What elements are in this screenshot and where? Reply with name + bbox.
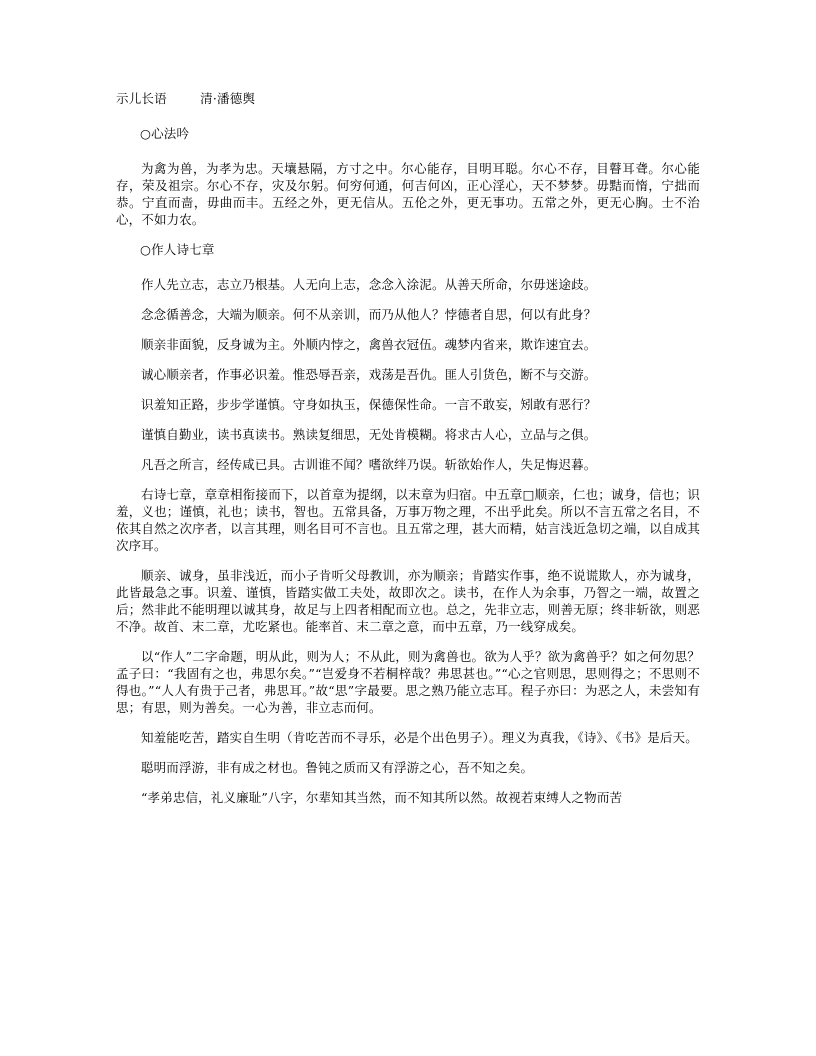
paragraph-commentary-6: “孝弟忠信，礼义廉耻”八字，尔辈知其当然，而不知其所以然。故视若束缚人之物而苦 [141, 790, 623, 805]
verse-line-6: 谨慎自勤业，读书真读书。熟读复细思，无处肯模糊。将求古人心，立品与之俱。 [141, 427, 597, 442]
verse-line-4: 诚心顺亲者，作事必识羞。惟恐辱吾亲，戏荡是吾仇。匪人引货色，断不与交游。 [141, 367, 597, 382]
verse-line-7: 凡吾之所言，经传咸已具。古训谁不闻？嗜欲绊乃误。斩欲始作人，失足悔迟暮。 [141, 457, 597, 472]
section-heading-xinfayin: ○心法吟 [140, 126, 190, 141]
paragraph-commentary-2: 顺亲、诚身，虽非浅近，而小子肯听父母教训，亦为顺亲；肯踏实作事，绝不说谎欺人，亦为诚身，此皆最急之事。识羞、谨慎，皆踏实做工夫处，故即次之。读书，在作人为余事，乃智之一端，故置之后；然非此不能明理以诚其身，故足与上四者相配而立也。总之，先非立志，则善无原；终非斩欲，则恶不净。故首、末二章，尤吃紧也。能率首、末二章之意，而中五章，乃一线穿成矣。 [116, 568, 700, 634]
paragraph-commentary-4: 知羞能吃苦，踏实自生明（肯吃苦而不寻乐，必是个出色男子）。理义为真我，《诗》、《书》是后天。 [141, 730, 698, 745]
paragraph-xinfayin-body: 为禽为兽，为孝为忠。天壤悬隔，方寸之中。尔心能存，目明耳聪。尔心不存，目瞽耳聋。尔心能存，荣及祖宗。尔心不存，灾及尔躬。何穷何通，何吉何凶，正心淫心，天不梦梦。毋黠而惰，宁拙而恭。宁直而啬，毋曲而丰。五经之外，更无信从。五伦之外，更无事功。五常之外，更无心胸。士不治心，不如力农。 [116, 161, 700, 227]
paragraph-commentary-3: 以“作人”二字命题，明从此，则为人；不从此，则为禽兽也。欲为人乎？欲为禽兽乎？如之何勿思？孟子曰：“我固有之也，弗思尔矣。”“岂爱身不若桐梓哉？弗思甚也。”“心之官则思，思则得之；不思则不得也。”“人人有贵于己者，弗思耳。”故“思”字最要。思之熟乃能立志耳。程子亦曰：为恶之人，未尝知有思；有思，则为善矣。一心为善，非立志而何。 [116, 649, 700, 715]
verse-line-2: 念念循善念，大端为顺亲。何不从亲训，而乃从他人？悖德者自思，何以有此身？ [141, 307, 597, 322]
section-heading-zuorenshi: ○作人诗七章 [140, 242, 215, 257]
document-title: 示儿长语 清·潘德舆 [116, 91, 256, 106]
verse-line-1: 作人先立志，志立乃根基。人无向上志，念念入涂泥。从善天所命，尔毋迷途歧。 [141, 277, 597, 292]
paragraph-commentary-1: 右诗七章，章章相衔接而下，以首章为提纲，以末章为归宿。中五章□顺亲，仁也；诚身，信也；识羞，义也；谨慎，礼也；读书，智也。五常具备，万事万物之理，不出乎此矣。所以不言五常之名目，不依其自然之次序者，以言其理，则名目可不言也。且五常之理，甚大而精，姑言浅近急切之端，以自成其次序耳。 [116, 487, 700, 553]
verse-line-3: 顺亲非面貌，反身诚为主。外顺内悖之，禽兽衣冠伍。魂梦内省来，欺诈速宜去。 [141, 337, 597, 352]
verse-line-5: 识羞知正路，步步学谨慎。守身如执玉，保德保性命。一言不敢妄，矧敢有恶行？ [141, 397, 597, 412]
paragraph-commentary-5: 聪明而浮游，非有成之材也。鲁钝之质而又有浮游之心，吾不知之矣。 [141, 760, 534, 775]
